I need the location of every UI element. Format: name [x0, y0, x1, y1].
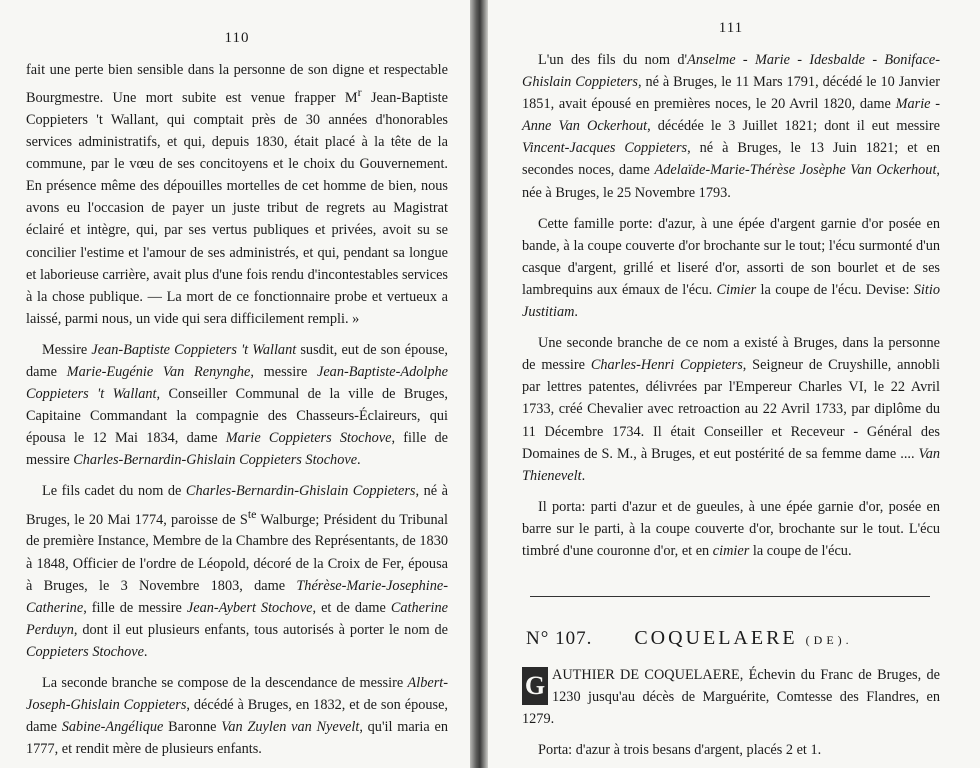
paragraph-2: Messire Jean-Baptiste Coppieters 't Wallant susdit, eut de son épouse, dame Marie-Eugénie Van Renynghe, messire Jean-Baptiste-Adolphe Coppieters 't Wallant, Conseiller Communal de la ville de Bruges, Capitaine Commandant la compagnie des Chasseurs-Éclaireurs, qui épousa le 12 Mai 1834, dame Marie Coppieters Stochove, fille de messire Charles-Bernardin-Ghislain Coppieters Stochove.: [26, 341, 449, 469]
entry-body: [522, 664, 940, 761]
page-number-right: 111: [718, 20, 744, 36]
drop-cap-icon: G: [522, 667, 548, 705]
section-divider: [530, 596, 930, 597]
right-page: [488, 0, 980, 768]
paragraph-6: Cette famille porte: d'azur, à une épée d'argent garnie d'or posée en bande, à la coupe couverte d'or brochante sur le tout; l'écu surmonté d'un casque d'argent, grillé et liseré d'or, assorti de son bourlet et de ses lambrequins aux émaux de l'écu. Cimier la coupe de l'écu. Devise: Sitio Justitiam.: [522, 215, 940, 321]
entry-arms: Porta: d'azur à trois besans d'argent, placés 2 et 1.: [538, 742, 822, 759]
paragraph-3: Le fils cadet du nom de Charles-Bernardin-Ghislain Coppieters, né à Bruges, le 20 Mai 1774, paroisse de $S^{te}$ Walburge; Président du Tribunal de première Instance, Membre de la Chambre des Représentants, de 1830 à 1848, Officier de l'ordre de Léopold, décoré de la Croix de Fer, épousa à Bruges, le 3 Novembre 1803, dame Thérèse-Marie-Josephine-Catherine, fille de messire Jean-Aybert Stochove, et de dame Catherine Perduyn, dont il eut plusieurs enfants, tous autorisés à porter le nom de Coppieters Stochove.: [26, 483, 448, 660]
entry-number: N° 107.: [526, 628, 593, 650]
paragraph-8: Il porta: parti d'azur et de gueules, à une épée garnie d'or, posée en barre sur le parti, à la coupe couverte d'or, brochante sur le tout. L'écu timbré d'une couronne d'or, et en cimier la coupe de l'écu.: [522, 498, 940, 559]
left-page: [0, 0, 470, 768]
paragraph-4: La seconde branche se compose de la descendance de messire Albert-Joseph-Ghislain Coppieters, décédé à Bruges, en 1832, et de son épouse, dame Sabine-Angélique Baronne Van Zuylen van Nyevelt, qu'il maria en 1777, et rendit mère de plusieurs enfants.: [26, 674, 448, 758]
paragraph-7: Une seconde branche de ce nom a existé à Bruges, dans la personne de messire Charles-Henri Coppieters, Seigneur de Cruyshille, annobli par lettres patentes, délivrées par l'Empereur Charles VI, le 22 Avril 1733, créé Chevalier avec retroaction au 22 Avril 1733, par diplôme du 11 Décembre 1734. Il était Conseiller et Receveur - Général des Domaines de S. M., à Bruges, et eut postérité de sa femme dame .... Van Thienevelt.: [522, 335, 940, 484]
page-number-left: 110: [224, 30, 250, 46]
entry-paragraph: G AUTHIER DE COQUELAERE, Échevin du Franc de Bruges, de 1230 jusqu'au décès de Marguérite, Comtesse des Flandres, en 1279.: [522, 667, 940, 728]
paragraph-1: fait une perte bien sensible dans la personne de son digne et respectable Bourgmestre. Une mort subite est venue frapper $M^r$ Jean-Baptiste Coppieters 't Wallant, qui comptait près de 30 années d'honorables services administratifs, et qui, depuis 1830, était placé à la tête de la commune, par le vœu de ses concitoyens et le choix du Gouvernement. En présence même des dépouilles mortelles de cet homme de bien, nous avons eu l'occasion de payer un juste tribut de regrets au Magistrat éclairé et intègre, qui, par ses vertus publiques et privées, avoit su se concilier l'estime et l'amour de ses administrés, et qui, pendant sa longue et laborieuse carrière, avait plus d'une fois rendu d'incontestables services à la chose publique. — La mort de ce fonctionnaire probe et vertueux a laissé, parmi nous, un vide qui sera difficilement rempli. »: [26, 62, 448, 327]
entry-name: COQUELAERE: [634, 627, 798, 650]
entry-heading: [526, 627, 940, 650]
paragraph-5: L'un des fils du nom d'Anselme - Marie - Idesbalde - Boniface-Ghislain Coppieters, né à Bruges, le 11 Mars 1791, décédé le 10 Janvier 1851, avait épousé en premières noces, le 20 Avril 1820, dame Marie - Anne Van Ockerhout, décédée le 3 Juillet 1821; dont il eut messire Vincent-Jacques Coppieters, né à Bruges, le 13 Juin 1821; et en secondes noces, dame Adelaïde-Marie-Thérèse Josèphe Van Ockerhout, née à Bruges, le 25 Novembre 1793.: [522, 52, 940, 201]
entry-title: [634, 627, 852, 650]
entry-particle: (DE).: [805, 633, 853, 648]
book-gutter: [470, 0, 488, 768]
